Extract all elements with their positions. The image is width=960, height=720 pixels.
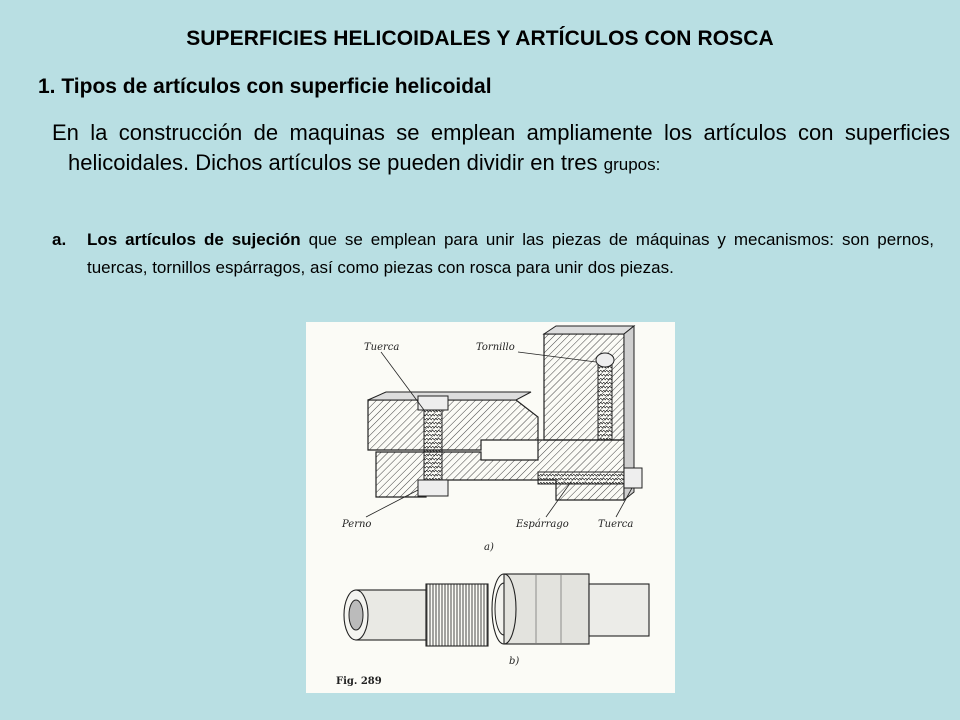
list-item-bold: Los artículos de sujeción [87,230,301,249]
intro-paragraph [52,118,950,180]
label-perno: Perno [342,519,372,530]
intro-paragraph-text: En la construcción de maquinas se emplean ampliamente los artículos con superficies helicoidales. Dichos artículos se pueden dividir en tres [52,120,950,175]
assembly-b-drawing [344,574,649,646]
intro-paragraph-tail: grupos: [603,155,661,174]
slide-title: SUPERFICIES HELICOIDALES Y ARTÍCULOS CON ROSCA [186,27,774,50]
list-marker: a. [52,230,67,249]
threaded-fasteners-figure [306,322,675,693]
figure-number: Fig. 289 [336,676,382,687]
label-tuerca-top: Tuerca [364,342,400,353]
assembly-a-drawing [366,326,642,517]
list-item-body [87,226,934,281]
label-part-a: a) [484,542,494,553]
label-part-b: b) [509,656,520,667]
figure-drawing [306,322,675,693]
list-item-a [52,226,934,281]
list-item-text: que se emplean para unir las piezas de máquinas y mecanismos: son pernos, tuercas, tornillos espárragos, así como piezas con rosca para unir dos piezas. [87,230,934,277]
label-tuerca-bottom: Tuerca [598,519,634,530]
label-tornillo: Tornillo [476,342,515,353]
label-esparrago: Espárrago [516,519,569,530]
section-heading: 1. Tipos de artículos con superficie helicoidal [38,75,492,98]
